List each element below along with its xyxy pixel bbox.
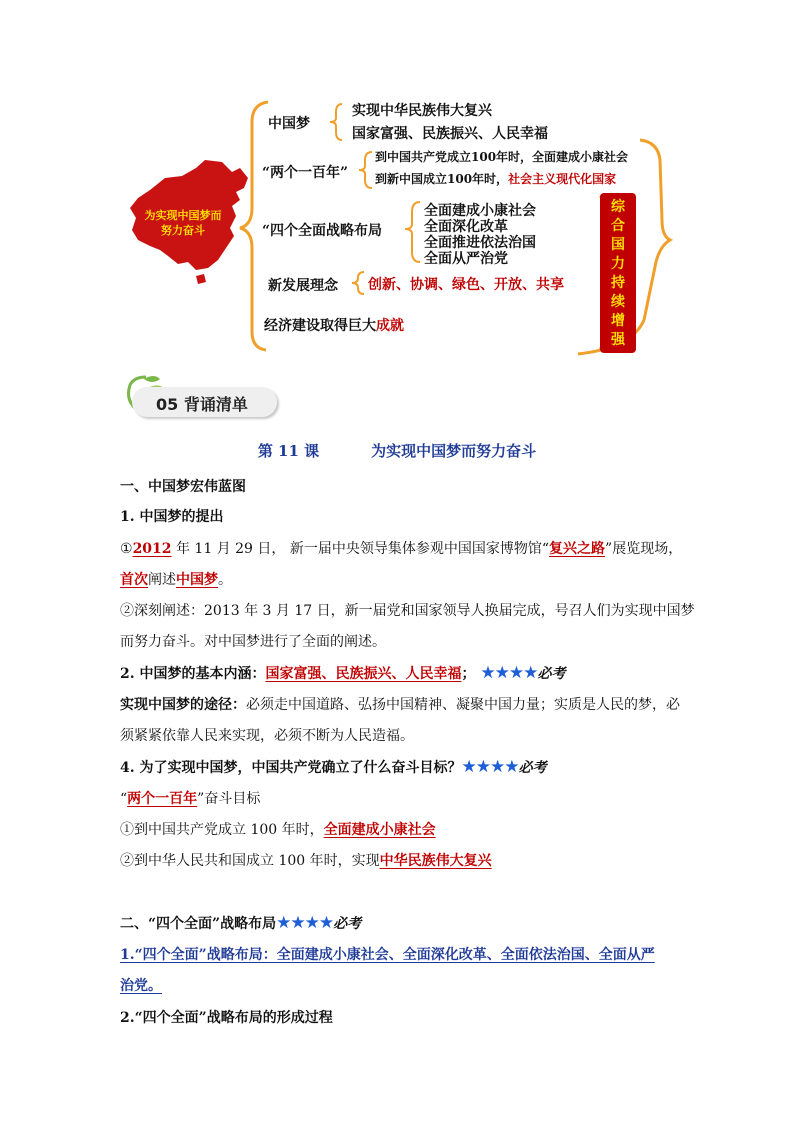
heading-2	[120, 912, 680, 935]
vertical-banner	[600, 193, 636, 353]
bikao-label: 必考	[518, 760, 547, 776]
node-jingji-a: 经济建设取得巨大	[264, 318, 376, 334]
banner-char: 国	[611, 236, 625, 253]
bracket-xfz	[352, 272, 364, 294]
mind-map-diagram	[0, 0, 794, 360]
text: 年 11 月 29 日， 新一届中央领导集体参观中国国家博物馆“	[171, 541, 550, 557]
node-sige: “四个全面战略布局	[262, 223, 383, 239]
text: 。	[218, 572, 232, 588]
lesson-title	[0, 440, 794, 461]
hainan-island	[196, 274, 206, 284]
text: ②到中华人民共和国成立 100 年时，实现	[120, 853, 380, 869]
highlight-rejuvenation: 中华民族伟大复兴	[379, 853, 492, 869]
text: 2. 中国梦的基本内涵：	[120, 666, 266, 682]
para-2-line2: 而努力奋斗。对中国梦进行了全面的阐述。	[120, 634, 386, 650]
text: ”展览现场，	[605, 541, 683, 557]
node-xinfazhan: 新发展理念	[268, 278, 338, 294]
heading-1-4	[120, 756, 680, 779]
para-3-line2: 须紧紧依靠人民来实现，必须不断为人民造福。	[120, 728, 414, 744]
star-icon: ★★★★	[480, 663, 538, 683]
para-5	[120, 819, 680, 841]
node-sg-item2: 全面深化改革	[424, 219, 508, 235]
node-lg-item1: 到中国共产党成立100年时，全面建成小康社会	[375, 150, 629, 164]
node-lg-item2-a: 到新中国成立100年时，	[375, 172, 509, 186]
text: “	[120, 791, 128, 807]
node-liangge: “两个一百年”	[262, 165, 349, 181]
banner-char: 持	[611, 274, 625, 291]
node-lg-item2	[375, 170, 616, 187]
highlight-two-centenary: 两个一百年	[127, 791, 198, 807]
node-sg-item1: 全面建成小康社会	[424, 203, 536, 219]
banner-char: 合	[611, 217, 625, 234]
highlight-year: 2012	[132, 541, 172, 557]
node-zhongguomeng: 中国梦	[268, 116, 310, 132]
bracket-lg	[359, 152, 372, 188]
para-1-line1	[120, 538, 683, 560]
text: 实现中国梦的途径：	[120, 697, 246, 713]
banner-char: 力	[611, 255, 625, 272]
text: 二、“四个全面”战略布局	[120, 916, 277, 932]
para-2-1-line1: 1.“四个全面”战略布局：全面建成小康社会、全面深化改革、全面依法治国、全面从严	[120, 947, 655, 963]
banner-char: 续	[611, 293, 625, 310]
bikao-label: 必考	[333, 916, 362, 932]
highlight-xiaokang: 全面建成小康社会	[323, 822, 436, 838]
map-label	[128, 208, 238, 238]
node-zgm-item2: 国家富强、民族振兴、人民幸福	[352, 126, 548, 142]
node-jingji-b: 成就	[376, 318, 404, 334]
heading-1-1: 1. 中国梦的提出	[120, 509, 224, 525]
text: ①到中国共产党成立 100 年时，	[120, 822, 324, 838]
text: 4. 为了实现中国梦，中国共产党确立了什么奋斗目标？	[120, 760, 462, 776]
node-xfz-items: 创新、协调、绿色、开放、共享	[368, 277, 564, 293]
para-3-line1	[120, 694, 680, 716]
star-icon: ★★★★	[276, 913, 334, 933]
banner-char: 增	[611, 312, 625, 329]
map-label-line2: 努力奋斗	[161, 224, 205, 237]
banner-char: 强	[611, 331, 625, 348]
text: ；	[461, 666, 476, 682]
heading-1-2	[120, 662, 680, 685]
bracket-zgm	[330, 104, 342, 140]
section-tag-label: 05 背诵清单	[156, 395, 248, 414]
star-icon: ★★★★	[461, 757, 519, 777]
para-6	[120, 850, 680, 872]
text: 阐述	[148, 572, 176, 588]
text: ”奋斗目标	[197, 791, 261, 807]
node-lg-item2-b: 社会主义现代化国家	[508, 172, 617, 186]
text: 必须走中国道路、弘扬中国精神、凝聚中国力量；实质是人民的梦，必	[246, 697, 680, 713]
highlight-road: 复兴之路	[549, 541, 606, 557]
section-tag	[120, 373, 278, 419]
map-label-line1: 为实现中国梦而	[144, 209, 222, 222]
node-jingji	[264, 315, 404, 335]
lesson-number: 第 11 课	[257, 442, 320, 460]
highlight-dream: 中国梦	[176, 572, 218, 588]
heading-2-2: 2.“四个全面”战略布局的形成过程	[120, 1010, 333, 1026]
node-sg-item3: 全面推进依法治国	[424, 235, 536, 251]
bikao-label: 必考	[537, 666, 566, 682]
heading-1: 一、中国梦宏伟蓝图	[120, 479, 246, 495]
highlight-connotation: 国家富强、民族振兴、人民幸福	[265, 666, 462, 682]
lesson-name: 为实现中国梦而努力奋斗	[371, 442, 537, 460]
para-4	[120, 788, 680, 810]
banner-char: 综	[611, 198, 625, 215]
para-2-line1: ②深刻阐述：2013 年 3 月 17 日，新一届党和国家领导人换届完成，号召人们为实现中国梦	[120, 603, 695, 619]
node-sg-item4: 全面从严治党	[424, 251, 508, 267]
text: ①	[120, 541, 133, 557]
node-zgm-item1: 实现中华民族伟大复兴	[352, 103, 492, 119]
para-2-1-line2: 治党。	[120, 978, 162, 994]
para-1-line2	[120, 569, 680, 591]
highlight-first: 首次	[120, 572, 148, 588]
bracket-sg	[405, 202, 420, 262]
